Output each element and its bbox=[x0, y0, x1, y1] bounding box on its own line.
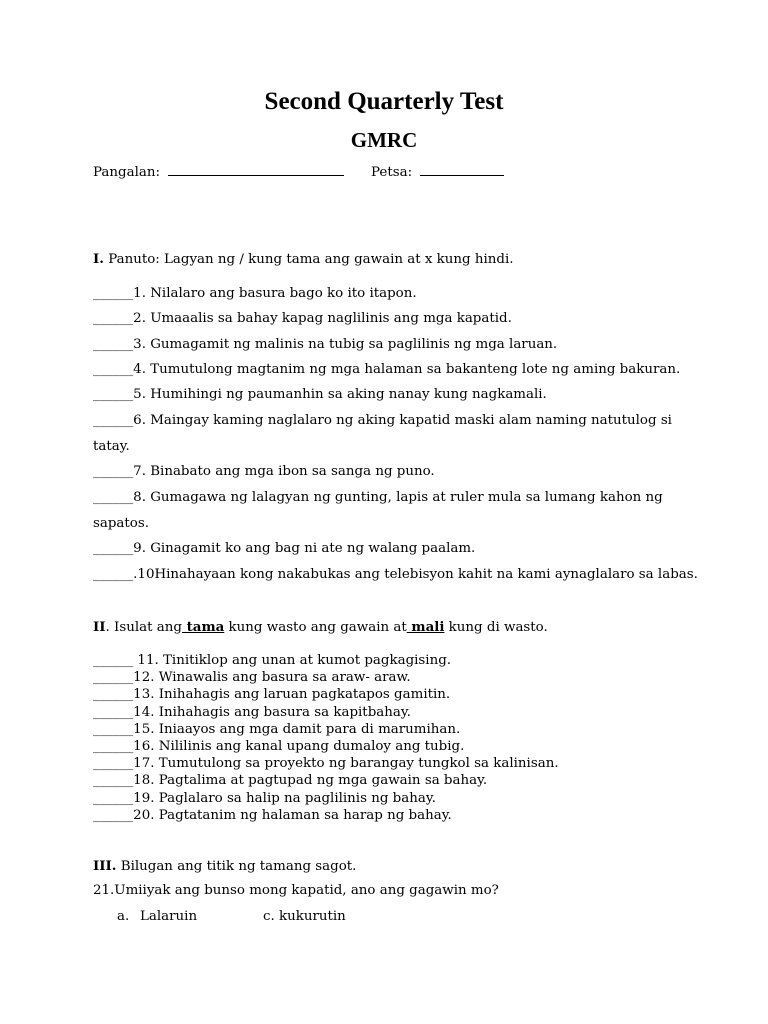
part3-number: III. bbox=[93, 858, 117, 874]
name-blank[interactable] bbox=[168, 165, 344, 176]
part1-item-3: ______3. Gumagamit ng malinis na tubig sa paglilinis ng mga laruan. bbox=[93, 337, 558, 352]
part3-question-21: 21.Umiiyak ang bunso mong kapatid, ano ang gagawin mo? bbox=[93, 883, 499, 898]
part1-item-6: ______6. Maingay kaming naglalaro ng aking kapatid maski alam naming natutulog si bbox=[93, 413, 672, 428]
subject-heading: GMRC bbox=[350, 128, 418, 152]
choice-a-text: Lalaruin bbox=[140, 909, 198, 924]
test-title: Second Quarterly Test bbox=[264, 88, 504, 115]
part2-item-17: ______17. Tumutulong sa proyekto ng barangay tungkol sa kalinisan. bbox=[93, 756, 559, 772]
part1-item-8: ______8. Gumagawa ng lalagyan ng gunting, lapis at ruler mula sa lumang kahon ng bbox=[93, 490, 663, 505]
word-tama: tama bbox=[181, 619, 225, 635]
part2-item-11: ______ 11. Tinitiklop ang unan at kumot pagkagising. bbox=[93, 653, 452, 668]
name-field[interactable] bbox=[93, 165, 344, 180]
part1-instruction: I. Panuto: Lagyan ng / kung tama ang gawain at x kung hindi. bbox=[93, 251, 514, 267]
part2-number: II bbox=[93, 619, 106, 635]
part2-item-15: ______15. Iniaayos ang mga damit para di marumihan. bbox=[93, 721, 461, 737]
part1-item-1: ______1. Nilalaro ang basura bago ko ito itapon. bbox=[93, 286, 417, 301]
part1-item-2: ______2. Umaaalis sa bahay kapag naglilinis ang mga kapatid. bbox=[93, 311, 512, 326]
part1-number: I. bbox=[93, 251, 104, 267]
word-mali: mali bbox=[406, 619, 445, 635]
part1-item-4: ______4. Tumutulong magtanim ng mga halaman sa bakanteng lote ng aming bakuran. bbox=[93, 362, 681, 377]
part1-item-7: ______7. Binabato ang mga ibon sa sanga ng puno. bbox=[93, 464, 435, 479]
date-blank[interactable] bbox=[420, 165, 504, 176]
choice-a-letter: a. bbox=[117, 909, 130, 924]
part1-item-9: ______9. Ginagamit ko ang bag ni ate ng walang paalam. bbox=[93, 541, 476, 556]
part2-item-20: ______20. Pagtatanim ng halaman sa harap ng bahay. bbox=[93, 807, 452, 823]
part3-instruction: III. Bilugan ang titik ng tamang sagot. bbox=[93, 858, 357, 874]
name-label: Pangalan: bbox=[93, 165, 160, 180]
part2-item-19: ______19. Paglalaro sa halip na paglilinis ng bahay. bbox=[93, 790, 436, 806]
part2-item-13: ______13. Inihahagis ang laruan pagkatapos gamitin. bbox=[93, 687, 451, 703]
part2-item-14: ______14. Inihahagis ang basura sa kapitbahay. bbox=[93, 704, 411, 720]
part2-instruction: II. Isulat ang tama kung wasto ang gawain at mali kung di wasto. bbox=[93, 619, 548, 635]
part2-item-16: ______16. Nililinis ang kanal upang dumaloy ang tubig. bbox=[93, 739, 465, 755]
date-label: Petsa: bbox=[371, 165, 413, 180]
part2-item-list bbox=[93, 652, 559, 824]
date-field[interactable] bbox=[371, 165, 504, 180]
part1-item-5: ______5. Humihingi ng paumanhin sa aking nanay kung nagkamali. bbox=[93, 387, 547, 402]
choice-c: c. kukurutin bbox=[263, 909, 346, 924]
part1-item-6-cont: tatay. bbox=[93, 439, 130, 454]
part2-item-18: ______18. Pagtalima at pagtupad ng mga gawain sa bahay. bbox=[93, 773, 488, 789]
part1-item-8-cont: sapatos. bbox=[93, 516, 149, 531]
part2-item-12: ______12. Winawalis ang basura sa araw- araw. bbox=[93, 670, 411, 686]
part1-item-10: ______.10Hinahayaan kong nakabukas ang telebisyon kahit na kami aynaglalaro sa labas. bbox=[93, 567, 698, 582]
